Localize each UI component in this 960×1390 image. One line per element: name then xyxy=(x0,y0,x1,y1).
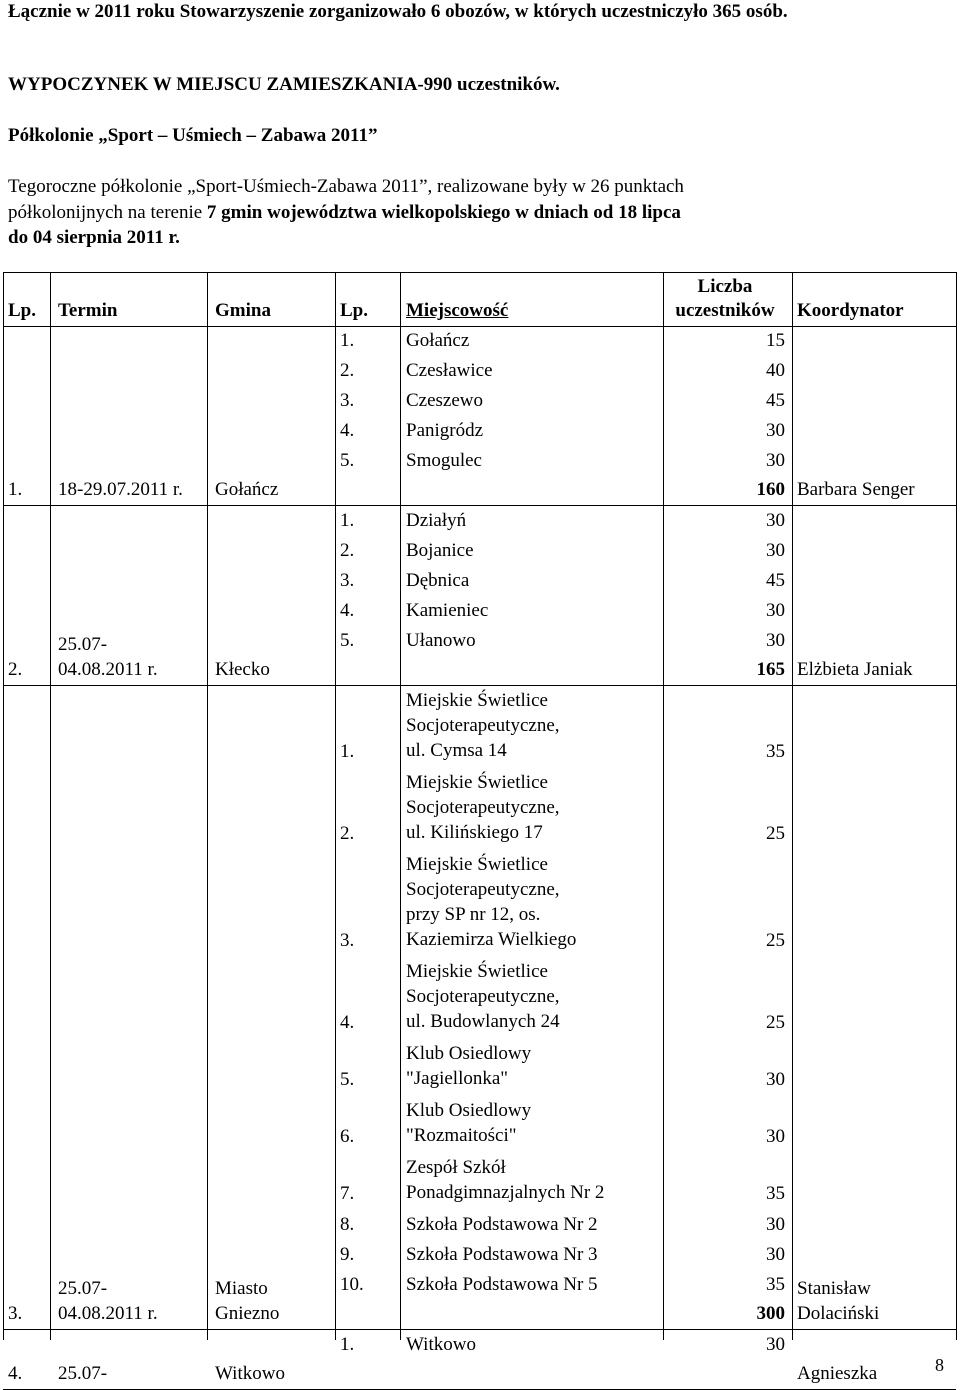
point-participants: 30 xyxy=(766,420,785,441)
group-gmina: Miasto xyxy=(215,1278,268,1299)
header-lp-point: Lp. xyxy=(340,300,368,321)
page-number: 8 xyxy=(935,1355,944,1375)
point-location-line: Gołańcz xyxy=(406,330,470,351)
group-coordinator: Barbara Senger xyxy=(797,479,915,500)
paragraph-line-1: Tegoroczne półkolonie „Sport-Uśmiech-Zabawa 2011”, realizowane były w 26 punktach xyxy=(8,176,684,197)
point-location-line: Socjoterapeutyczne, xyxy=(406,986,560,1007)
table-top-rule xyxy=(3,272,956,273)
point-participants: 30 xyxy=(766,1069,785,1090)
point-location-line: Witkowo xyxy=(406,1334,476,1355)
point-number: 4. xyxy=(340,420,355,441)
point-number: 6. xyxy=(340,1126,355,1147)
point-location-line: ul. Kilińskiego 17 xyxy=(406,822,543,843)
point-number: 5. xyxy=(340,630,355,651)
header-lp: Lp. xyxy=(8,300,36,321)
section-title: WYPOCZYNEK W MIEJSCU ZAMIESZKANIA-990 uczestników. xyxy=(8,74,560,95)
point-location-line: Zespół Szkół xyxy=(406,1157,506,1178)
point-location-line: Miejskie Świetlice xyxy=(406,690,548,711)
group-termin: 04.08.2011 r. xyxy=(58,1303,158,1324)
point-location-line: Smogulec xyxy=(406,450,482,471)
point-location-line: Szkoła Podstawowa Nr 2 xyxy=(406,1214,598,1235)
group-coordinator: Dolaciński xyxy=(797,1303,880,1324)
point-location-line: Socjoterapeutyczne, xyxy=(406,879,560,900)
point-number: 5. xyxy=(340,1069,355,1090)
point-participants: 35 xyxy=(766,1274,785,1295)
point-participants: 30 xyxy=(766,630,785,651)
point-location-line: Kaziemirza Wielkiego xyxy=(406,929,577,950)
point-location-line: "Rozmaitości" xyxy=(406,1125,517,1146)
point-number: 8. xyxy=(340,1214,355,1235)
group-termin: 25.07- xyxy=(58,634,108,655)
point-participants: 45 xyxy=(766,390,785,411)
column-rule-2 xyxy=(207,272,208,1340)
group-bottom-rule xyxy=(3,685,956,686)
point-number: 2. xyxy=(340,823,355,844)
point-location-line: przy SP nr 12, os. xyxy=(406,904,541,925)
point-location-line: Miejskie Świetlice xyxy=(406,961,548,982)
column-rule-1 xyxy=(50,272,51,1340)
point-number: 1. xyxy=(340,510,355,531)
point-number: 9. xyxy=(340,1244,355,1265)
group-bottom-rule xyxy=(3,1329,956,1330)
group-total: 300 xyxy=(756,1303,785,1324)
group-gmina: Kłecko xyxy=(215,659,270,680)
point-number: 7. xyxy=(340,1183,355,1204)
group-total: 165 xyxy=(756,659,785,680)
header-gmina: Gmina xyxy=(215,300,271,321)
paragraph-line-2-start: półkolonijnych na terenie xyxy=(8,202,207,223)
group-gmina: Witkowo xyxy=(215,1363,285,1384)
header-uczestnikow: uczestników xyxy=(675,300,775,321)
point-participants: 40 xyxy=(766,360,785,381)
group-termin: 25.07- xyxy=(58,1363,108,1384)
point-location-line: Miejskie Świetlice xyxy=(406,854,548,875)
header-liczba: Liczba xyxy=(697,276,753,297)
point-location-line: Panigródz xyxy=(406,420,484,441)
point-location-line: ul. Budowlanych 24 xyxy=(406,1011,560,1032)
point-location-line: Szkoła Podstawowa Nr 5 xyxy=(406,1274,598,1295)
point-participants: 25 xyxy=(766,930,785,951)
point-participants: 25 xyxy=(766,1012,785,1033)
point-participants: 30 xyxy=(766,510,785,531)
point-number: 1. xyxy=(340,330,355,351)
point-location-line: Miejskie Świetlice xyxy=(406,772,548,793)
point-location-line: Działyń xyxy=(406,510,467,531)
point-location-line: Dębnica xyxy=(406,570,470,591)
group-termin: 18-29.07.2011 r. xyxy=(58,479,183,500)
point-number: 4. xyxy=(340,600,355,621)
header-termin: Termin xyxy=(58,300,118,321)
group-number: 1. xyxy=(8,479,23,500)
point-location-line: ul. Cymsa 14 xyxy=(406,740,507,761)
point-location-line: Ponadgimnazjalnych Nr 2 xyxy=(406,1182,605,1203)
table-header-rule xyxy=(3,326,956,327)
point-number: 4. xyxy=(340,1012,355,1033)
group-bottom-rule xyxy=(3,505,956,506)
point-number: 5. xyxy=(340,450,355,471)
point-location-line: Czesławice xyxy=(406,360,493,381)
point-participants: 30 xyxy=(766,540,785,561)
point-participants: 45 xyxy=(766,570,785,591)
point-number: 3. xyxy=(340,570,355,591)
group-gmina: Gołańcz xyxy=(215,479,279,500)
group-number: 4. xyxy=(8,1363,23,1384)
group-number: 3. xyxy=(8,1303,23,1324)
column-rule-7 xyxy=(956,272,957,1340)
header-koordynator: Koordynator xyxy=(797,300,904,321)
point-location-line: Klub Osiedlowy xyxy=(406,1100,532,1121)
group-total: 160 xyxy=(756,479,785,500)
point-location-line: Szkoła Podstawowa Nr 3 xyxy=(406,1244,598,1265)
paragraph-line-3: do 04 sierpnia 2011 r. xyxy=(8,227,180,248)
point-location-line: "Jagiellonka" xyxy=(406,1068,509,1089)
point-number: 2. xyxy=(340,540,355,561)
group-termin: 25.07- xyxy=(58,1278,108,1299)
point-participants: 30 xyxy=(766,1214,785,1235)
summary-line: Łącznie w 2011 roku Stowarzyszenie zorganizowało 6 obozów, w których uczestniczyło 365 osób. xyxy=(8,1,788,22)
group-number: 2. xyxy=(8,659,23,680)
header-miejscowosc: Miejscowość xyxy=(406,300,509,321)
point-number: 10. xyxy=(340,1274,364,1295)
paragraph-line-2 xyxy=(8,201,681,225)
column-rule-5 xyxy=(663,272,664,1340)
point-location-line: Ułanowo xyxy=(406,630,476,651)
point-number: 3. xyxy=(340,390,355,411)
point-location-line: Socjoterapeutyczne, xyxy=(406,715,560,736)
point-number: 1. xyxy=(340,1334,355,1355)
column-rule-6 xyxy=(792,272,793,1340)
point-participants: 30 xyxy=(766,1334,785,1355)
point-number: 2. xyxy=(340,360,355,381)
point-participants: 30 xyxy=(766,1244,785,1265)
column-rule-4 xyxy=(400,272,401,1340)
point-participants: 35 xyxy=(766,1183,785,1204)
point-location-line: Kamieniec xyxy=(406,600,489,621)
group-coordinator: Agnieszka xyxy=(797,1363,878,1384)
paragraph-line-2-bold: 7 gmin województwa wielkopolskiego w dniach od 18 lipca xyxy=(206,202,681,223)
point-participants: 15 xyxy=(766,330,785,351)
group-gmina: Gniezno xyxy=(215,1303,280,1324)
group-coordinator: Elżbieta Janiak xyxy=(797,659,913,680)
point-location-line: Klub Osiedlowy xyxy=(406,1043,532,1064)
column-rule-0 xyxy=(3,272,4,1340)
column-rule-3 xyxy=(335,272,336,1340)
group-termin: 04.08.2011 r. xyxy=(58,659,158,680)
point-number: 1. xyxy=(340,741,355,762)
point-participants: 30 xyxy=(766,600,785,621)
point-number: 3. xyxy=(340,930,355,951)
point-location-line: Czeszewo xyxy=(406,390,484,411)
group-coordinator: Stanisław xyxy=(797,1278,871,1299)
point-participants: 25 xyxy=(766,823,785,844)
subtitle: Półkolonie „Sport – Uśmiech – Zabawa 2011” xyxy=(8,125,378,146)
point-location-line: Bojanice xyxy=(406,540,474,561)
point-participants: 35 xyxy=(766,741,785,762)
point-participants: 30 xyxy=(766,450,785,471)
point-participants: 30 xyxy=(766,1126,785,1147)
point-location-line: Socjoterapeutyczne, xyxy=(406,797,560,818)
